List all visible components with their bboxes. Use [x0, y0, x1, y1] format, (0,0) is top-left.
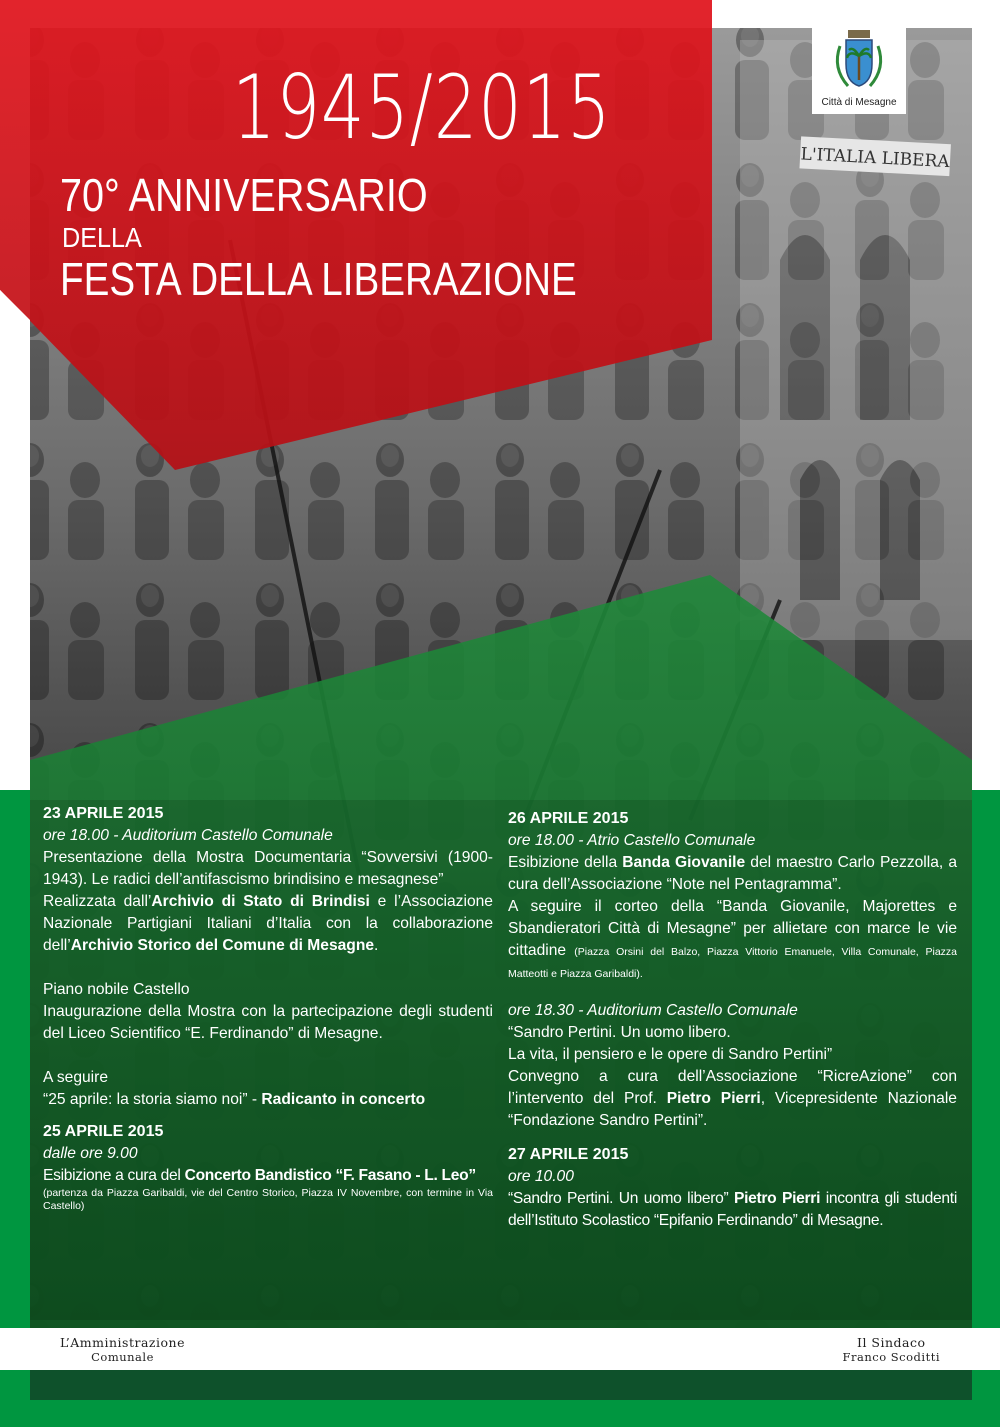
event-title: La vita, il pensiero e le opere di Sandro Pertini”	[508, 1046, 833, 1063]
text: e l’Associazione Nazionale Partigiani Italiani d’Italia con la collaborazione dell’	[43, 893, 493, 954]
building-facade	[740, 40, 972, 640]
footer-right-line1: Il Sindaco	[857, 1335, 926, 1350]
event-description: Inaugurazione della Mostra con la partecipazione degli studenti del Liceo Scientifico “E. Ferdinando” di Mesagne.	[43, 1003, 493, 1042]
text: del maestro Carlo Pezzolla, a cura dell’Associazione “Note nel Pentagramma”.	[508, 854, 957, 893]
city-logo	[812, 26, 906, 114]
event-time: ore 18.30 - Auditorium Castello Comunale	[508, 1002, 798, 1019]
event-date: 27 APRILE 2015	[508, 1146, 629, 1163]
text: , Vicepresidente Nazionale “Fondazione Sandro Pertini”.	[508, 1090, 957, 1129]
bold-text: Banda Giovanile	[622, 854, 746, 871]
text: A seguire il corteo della “Banda Giovanile, Majorettes e Sbandieratori Città di Mesagne” per allietare con marce le vie cittadine	[508, 898, 957, 959]
text: “25 aprile: la storia siamo noi” -	[43, 1091, 262, 1108]
event-description	[508, 1066, 957, 1132]
title-year: 1945/2015	[232, 56, 612, 159]
bold-text: Pietro Pierri	[666, 1090, 761, 1107]
event-time: ore 18.00 - Atrio Castello Comunale	[508, 832, 756, 849]
event-time: dalle ore 9.00	[43, 1145, 138, 1162]
event-title: “Sandro Pertini. Un uomo libero.	[508, 1024, 731, 1041]
text: “Sandro Pertini. Un uomo libero”	[508, 1190, 735, 1207]
bold-text: Archivio Storico del Comune di Mesagne	[70, 937, 375, 954]
title-festa: FESTA DELLA LIBERAZIONE	[60, 253, 577, 305]
text: Convegno a cura dell’Associazione “RicreAzione” con l’intervento del Prof.	[508, 1068, 957, 1107]
bold-text: Radicanto in concerto	[261, 1091, 426, 1108]
event-description	[43, 1165, 493, 1187]
text: Esibizione a cura del	[43, 1167, 185, 1184]
footer-mayor	[843, 1336, 940, 1364]
text: Esibizione della	[508, 854, 623, 871]
event-time: ore 10.00	[508, 1168, 574, 1185]
footer-right-line2: Franco Scoditti	[842, 1350, 940, 1364]
event-parade	[508, 896, 957, 984]
footer-administration	[60, 1336, 185, 1364]
event-date: 25 APRILE 2015	[43, 1123, 164, 1140]
event-credits	[43, 891, 493, 957]
footer-left-line2: Comunale	[91, 1350, 154, 1364]
left-column	[43, 803, 493, 1213]
text: incontra gli studenti dell’Istituto Scolastico “Epifanio Ferdinando” di Mesagne.	[508, 1190, 957, 1229]
coat-of-arms-icon	[812, 26, 906, 100]
event-description	[508, 852, 957, 896]
title-della: DELLA	[62, 222, 142, 253]
bold-text: Concerto Bandistico “F. Fasano - L. Leo”	[184, 1167, 476, 1184]
right-column	[508, 808, 957, 1232]
footer-left-line1: L’Amministrazione	[60, 1335, 185, 1350]
event-description	[508, 1188, 957, 1232]
footer	[0, 1328, 1000, 1370]
event-followup: A seguire	[43, 1069, 109, 1086]
event-description: Presentazione della Mostra Documentaria “Sovversivi (1900-1943). Le radici dell’antifascismo brindisino e mesagnese”	[43, 849, 493, 888]
logo-caption: Città di Mesagne	[821, 97, 897, 108]
event-note: (partenza da Piazza Garibaldi, vie del Centro Storico, Piazza IV Novembre, con termine in Via Castello)	[43, 1187, 493, 1212]
event-date: 23 APRILE 2015	[43, 805, 164, 822]
bold-text: Pietro Pierri	[734, 1190, 821, 1207]
text: Realizzata dall’	[43, 893, 152, 910]
text: .	[374, 937, 379, 954]
title-block	[0, 0, 720, 340]
event-date: 26 APRILE 2015	[508, 810, 629, 827]
event-time: ore 18.00 - Auditorium Castello Comunale	[43, 827, 333, 844]
event-note: (Piazza Orsini del Balzo, Piazza Vittorio Emanuele, Villa Comunale, Piazza Matteotti e Piazza Garibaldi).	[508, 946, 958, 980]
bold-text: Archivio di Stato di Brindisi	[151, 893, 370, 910]
title-anniversary: 70° ANNIVERSARIO	[60, 169, 428, 221]
event-venue: Piano nobile Castello	[43, 981, 190, 998]
svg-text:L'ITALIA LIBERA: L'ITALIA LIBERA	[800, 144, 951, 173]
event-concert	[43, 1089, 493, 1111]
